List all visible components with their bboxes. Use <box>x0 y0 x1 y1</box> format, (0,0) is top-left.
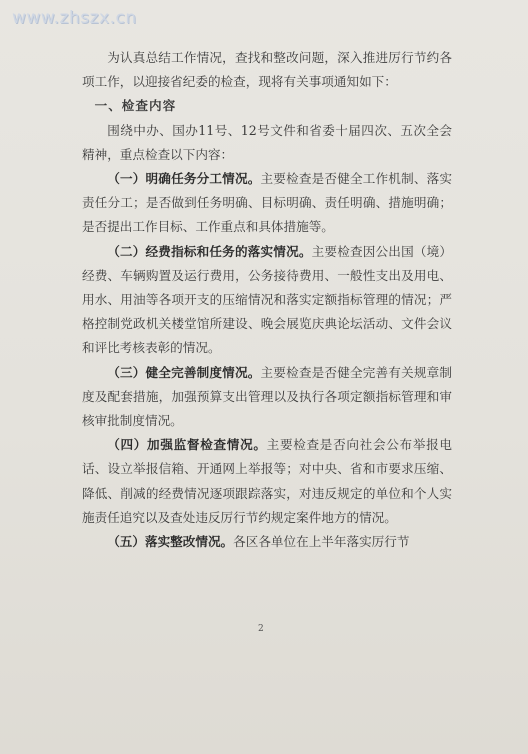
paragraph-text: 主要检查是否健全工作机制、落实责任分工；是否做到任务明确、目标明确、责任明确、措施明确；是否提出工作目标、工作重点和具体措施等。 <box>82 171 453 235</box>
paragraph-text: 主要检查是否健全完善有关规章制度及配套措施，加强预算支出管理以及执行各项定额指标管理和审核审批制度情况。 <box>82 364 453 429</box>
scope-paragraph <box>82 119 452 167</box>
watermark: www.zhszx.cn <box>12 8 137 28</box>
item-lead: （一）明确任务分工情况。 <box>107 171 261 187</box>
document-body <box>82 46 452 554</box>
item-4-paragraph <box>82 433 452 530</box>
item-lead: （三）健全完善制度情况。 <box>107 364 261 380</box>
item-2-paragraph <box>82 240 452 361</box>
intro-paragraph <box>82 46 452 94</box>
paragraph-text: 为认真总结工作情况，查找和整改问题，深入推进厉行节约各项工作，以迎接省纪委的检查，现将有关事项通知如下： <box>82 50 452 90</box>
page-number: 2 <box>258 624 264 634</box>
paragraph-text: 主要检查是否向社会公布举报电话、设立举报信箱、开通网上举报等；对中央、省和市要求压缩、降低、削减的经费情况逐项跟踪落实，对违反规定的单位和个人实施责任追究以及查处违反厉行节约规定案件地方的情况。 <box>82 437 453 525</box>
item-lead: （四）加强监督检查情况。 <box>107 437 267 453</box>
item-5-paragraph <box>82 530 452 554</box>
item-lead: （五）落实整改情况。 <box>107 534 234 550</box>
paragraph-text: 围绕中办、国办11号、12号文件和省委十届四次、五次全会精神，重点检查以下内容： <box>82 122 452 162</box>
paragraph-text: 各区各单位在上半年落实厉行节 <box>233 534 410 550</box>
paragraph-text: 主要检查因公出国（境）经费、车辆购置及运行费用，公务接待费用、一般性支出及用电、用水、用油等各项开支的压缩情况和落实定额指标管理的情况；严格控制党政机关楼堂馆所建设、晚会展览庆典论坛活动、文件会议和评比考核表彰的情况。 <box>82 243 453 356</box>
item-lead: （二）经费指标和任务的落实情况。 <box>107 243 312 259</box>
section-heading: 一、检查内容 <box>94 98 177 114</box>
item-3-paragraph <box>82 361 452 434</box>
item-1-paragraph <box>82 167 452 240</box>
